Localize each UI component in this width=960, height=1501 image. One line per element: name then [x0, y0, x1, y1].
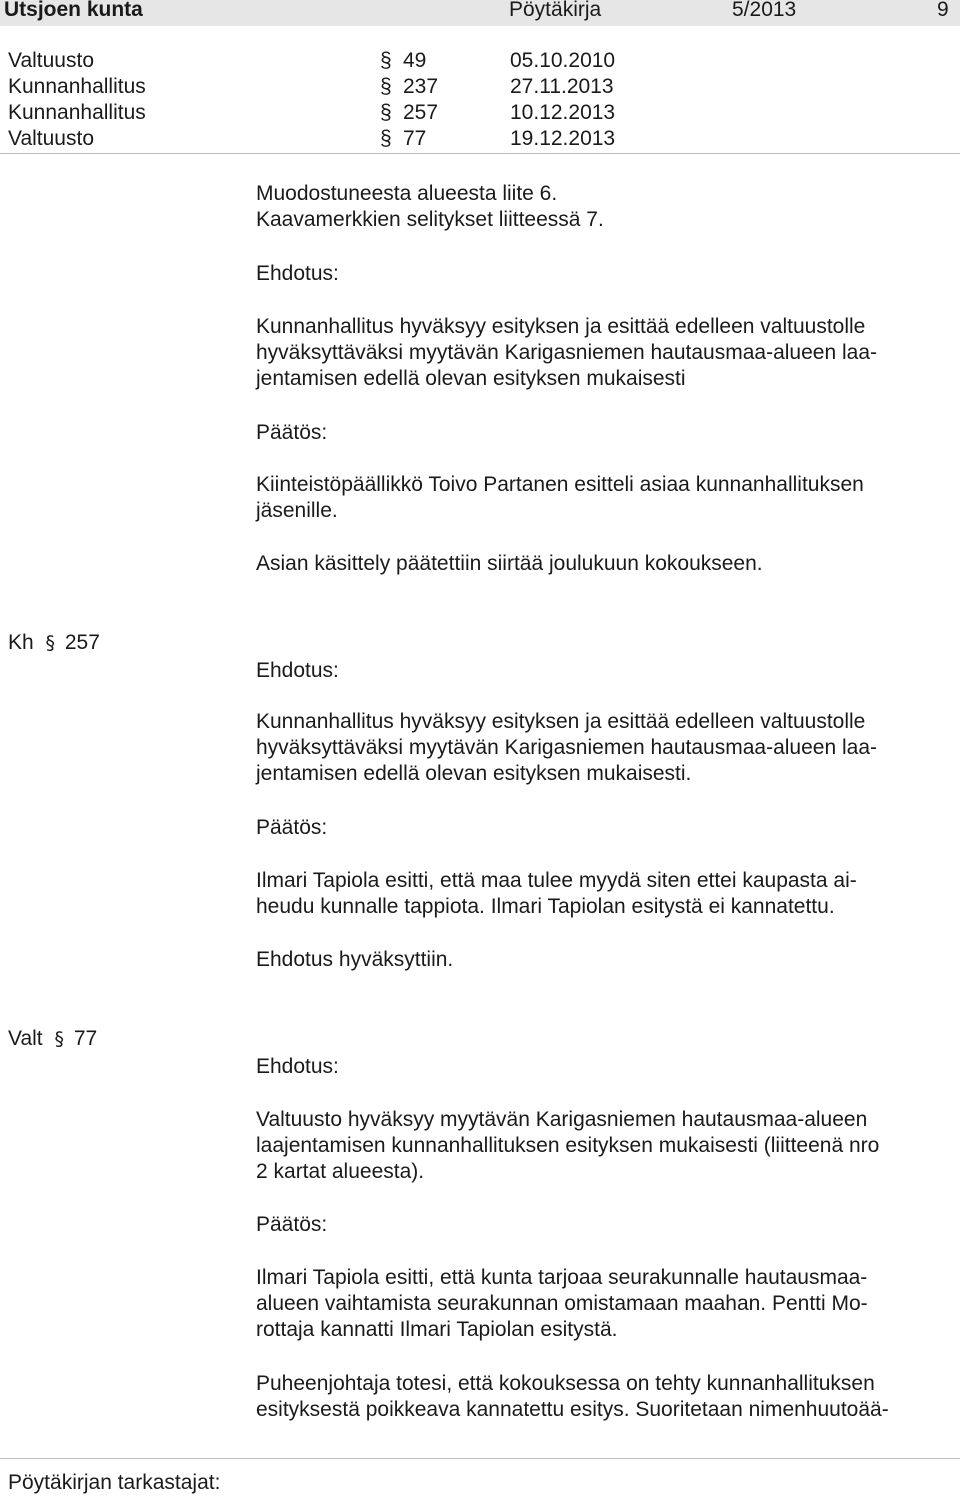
decision-line: heudu kunnalle tappiota. Ilmari Tapiolan esitystä ei kannatettu. — [256, 895, 835, 918]
proposal-line: hyväksyttäväksi myytävän Karigasniemen hautausmaa-alueen laa- — [256, 736, 877, 759]
proposal-heading: Ehdotus: — [256, 659, 339, 682]
history-date: 19.12.2013 — [510, 127, 616, 150]
section-mark: § — [380, 127, 392, 150]
decision-extra: Ehdotus hyväksyttiin. — [256, 948, 454, 971]
history-number: 77 — [403, 127, 427, 150]
proposal-heading: Ehdotus: — [256, 1055, 339, 1078]
page-number: 9 — [937, 0, 949, 21]
proposal-line: laajentamisen kunnanhallituksen esityksen mukaisesti (liitteenä nro — [256, 1134, 880, 1157]
section-label-number: 257 — [64, 631, 100, 654]
organization-name: Utsjoen kunta — [4, 0, 143, 21]
proposal-line: 2 kartat alueesta). — [256, 1160, 425, 1183]
section-mark: § — [54, 1028, 64, 1050]
decision-line: Ilmari Tapiola esitti, että kunta tarjoaa seurakunnalle hautausmaa- — [256, 1266, 868, 1289]
history-body: Kunnanhallitus — [8, 101, 146, 124]
section-label-body: Kh — [8, 631, 34, 654]
section-mark: § — [380, 101, 392, 124]
intro-line: Kaavamerkkien selitykset liitteessä 7. — [256, 208, 604, 231]
section-mark: § — [45, 632, 56, 654]
decision-extra-line: esityksestä poikkeava kannatettu esitys. Suoritetaan nimenhuutoää- — [256, 1398, 889, 1421]
document-type: Pöytäkirja — [509, 0, 602, 21]
footer-divider — [0, 1458, 960, 1459]
proposal-line: Kunnanhallitus hyväksyy esityksen ja esittää edelleen valtuustolle — [256, 315, 866, 338]
history-body: Kunnanhallitus — [8, 75, 146, 98]
history-date: 27.11.2013 — [510, 75, 614, 98]
document-number: 5/2013 — [732, 0, 797, 21]
history-date: 10.12.2013 — [510, 101, 616, 124]
history-body: Valtuusto — [8, 127, 94, 150]
proposal-line: Valtuusto hyväksyy myytävän Karigasniemen hautausmaa-alueen — [256, 1108, 868, 1131]
section-label — [8, 1026, 97, 1052]
section-label-number: 77 — [73, 1027, 98, 1050]
section-label — [8, 630, 100, 656]
decision-line: Kiinteistöpäällikkö Toivo Partanen esitteli asiaa kunnanhallituksen — [256, 473, 864, 496]
section-label-body: Valt — [8, 1027, 43, 1050]
intro-line: Muodostuneesta alueesta liite 6. — [256, 182, 558, 205]
history-date: 05.10.2010 — [510, 49, 616, 72]
history-number: 49 — [403, 49, 427, 72]
section-mark: § — [380, 49, 392, 72]
proposal-line: jentamisen edellä olevan esityksen mukaisesti. — [256, 762, 692, 785]
proposal-line: jentamisen edellä olevan esityksen mukaisesti — [256, 367, 686, 390]
header-divider — [0, 153, 960, 154]
decision-extra: Asian käsittely päätettiin siirtää joulukuun kokoukseen. — [256, 552, 763, 575]
proposal-line: Kunnanhallitus hyväksyy esityksen ja esittää edelleen valtuustolle — [256, 710, 866, 733]
decision-extra-line: Puheenjohtaja totesi, että kokouksessa on tehty kunnanhallituksen — [256, 1372, 875, 1395]
reviewers-label: Pöytäkirjan tarkastajat: — [8, 1471, 221, 1494]
history-number: 237 — [403, 75, 439, 98]
decision-line: Ilmari Tapiola esitti, että maa tulee myydä siten ettei kaupasta ai- — [256, 869, 857, 892]
decision-heading: Päätös: — [256, 816, 328, 839]
history-body: Valtuusto — [8, 49, 94, 72]
proposal-heading: Ehdotus: — [256, 262, 339, 285]
history-number: 257 — [403, 101, 439, 124]
page-header — [0, 0, 960, 26]
section-mark: § — [380, 75, 392, 98]
decision-line: alueen vaihtamista seurakunnan omistamaan maahan. Pentti Mo- — [256, 1292, 868, 1315]
decision-line: rottaja kannatti Ilmari Tapiolan esitystä. — [256, 1318, 618, 1341]
decision-line: jäsenille. — [256, 499, 338, 522]
decision-heading: Päätös: — [256, 421, 328, 444]
decision-heading: Päätös: — [256, 1213, 328, 1236]
proposal-line: hyväksyttäväksi myytävän Karigasniemen hautausmaa-alueen laa- — [256, 341, 877, 364]
